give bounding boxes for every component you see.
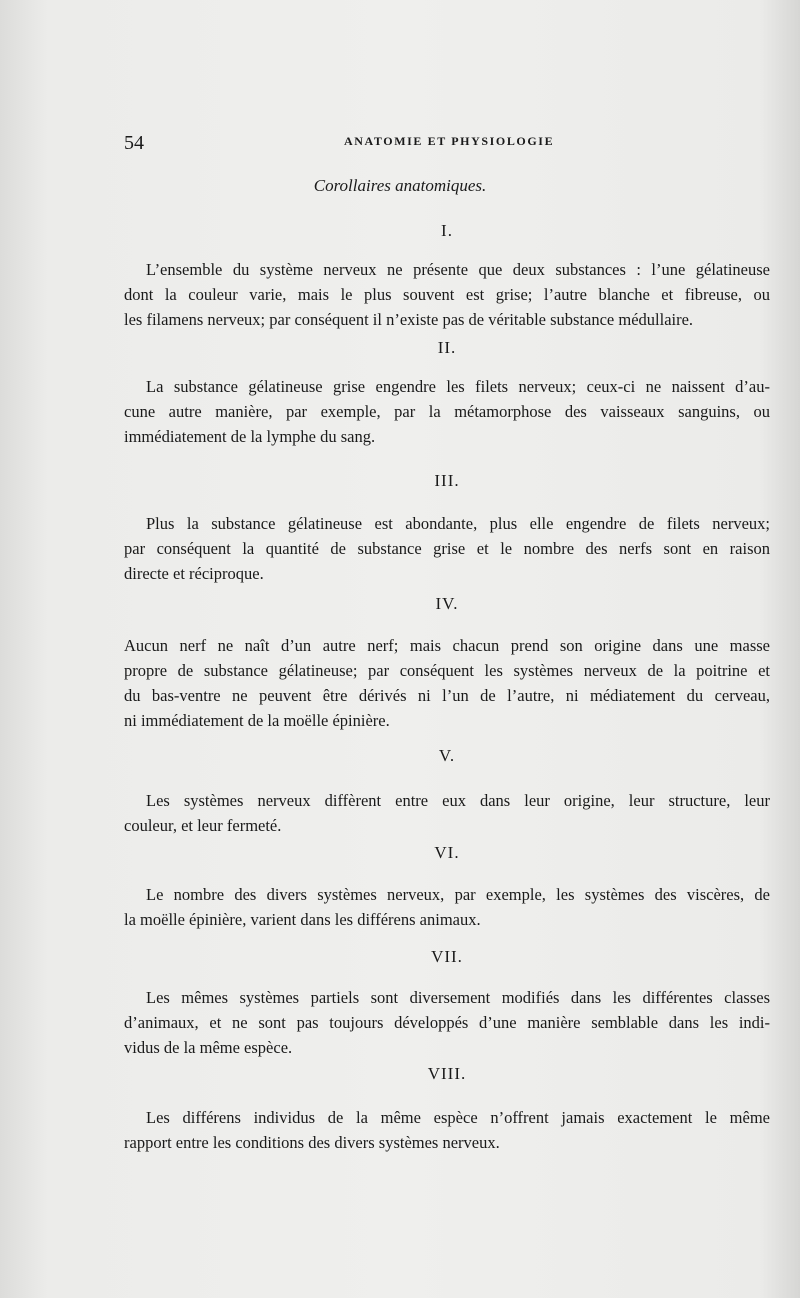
section-numeral: I. <box>441 221 453 240</box>
running-title: ANATOMIE ET PHYSIOLOGIE <box>344 134 555 148</box>
paragraph <box>124 257 770 332</box>
section-numeral: VII. <box>431 947 463 966</box>
text-line: rapport entre les conditions des divers systèmes nerveux. <box>124 1133 500 1152</box>
section-numeral: VIII. <box>427 1064 467 1083</box>
paragraph <box>124 788 770 838</box>
text-line: directe et réciproque. <box>124 564 264 583</box>
text-line: par conséquent la quantité de substance grise et le nombre des nerfs sont en raison <box>124 539 770 558</box>
text-line: Les différens individus de la même espèce n’offrent jamais exactement le même <box>146 1108 770 1127</box>
text-line: la moëlle épinière, varient dans les différens animaux. <box>124 910 481 929</box>
text-line: du bas-ventre ne peuvent être dérivés ni l’un de l’autre, ni médiatement du cerveau, <box>124 686 770 705</box>
text-line: couleur, et leur fermeté. <box>124 816 282 835</box>
paragraph <box>124 882 770 932</box>
section-numeral: V. <box>438 746 456 765</box>
page-number: 54 <box>124 132 144 154</box>
section-numeral: II. <box>437 338 457 357</box>
text-line: ni immédiatement de la moëlle épinière. <box>124 711 390 730</box>
text-line: immédiatement de la lymphe du sang. <box>124 427 376 446</box>
text-line: Aucun nerf ne naît d’un autre nerf; mais chacun prend son origine dans une masse <box>124 636 770 655</box>
text-line: cune autre manière, par exemple, par la métamorphose des vaisseaux sanguins, ou <box>124 402 770 421</box>
text-line: dont la couleur varie, mais le plus souvent est grise; l’autre blanche et fibreuse, ou <box>124 285 770 304</box>
text-line: d’animaux, et ne sont pas toujours développés d’une manière semblable dans les indi- <box>124 1013 770 1032</box>
text-line: Plus la substance gélatineuse est abondante, plus elle engendre de filets nerveux; <box>146 514 770 533</box>
text-line: L’ensemble du système nerveux ne présente que deux substances : l’une gélatineuse <box>146 260 770 279</box>
section-numeral: III. <box>434 471 460 490</box>
text-line: Les mêmes systèmes partiels sont diversement modifiés dans les différentes classes <box>146 988 770 1007</box>
paragraph <box>124 511 770 586</box>
text-line: Le nombre des divers systèmes nerveux, par exemple, les systèmes des viscères, de <box>146 885 770 904</box>
running-header <box>124 132 770 156</box>
paragraph <box>124 374 770 449</box>
paragraph <box>124 1105 770 1155</box>
text-line: Les systèmes nerveux diffèrent entre eux dans leur origine, leur structure, leur <box>146 791 770 810</box>
text-line: propre de substance gélatineuse; par conséquent les systèmes nerveux de la poitrine et <box>124 661 770 680</box>
paragraph <box>124 985 770 1060</box>
section-numeral: VI. <box>434 843 460 862</box>
text-line: vidus de la même espèce. <box>124 1038 293 1057</box>
section-subtitle: Corollaires anatomiques. <box>313 176 487 195</box>
section-numeral: IV. <box>435 594 459 613</box>
text-line: les filamens nerveux; par conséquent il n’existe pas de véritable substance médullaire. <box>124 310 694 329</box>
text-line: La substance gélatineuse grise engendre les filets nerveux; ceux-ci ne naissent d’au- <box>146 377 770 396</box>
paragraph <box>124 633 770 733</box>
